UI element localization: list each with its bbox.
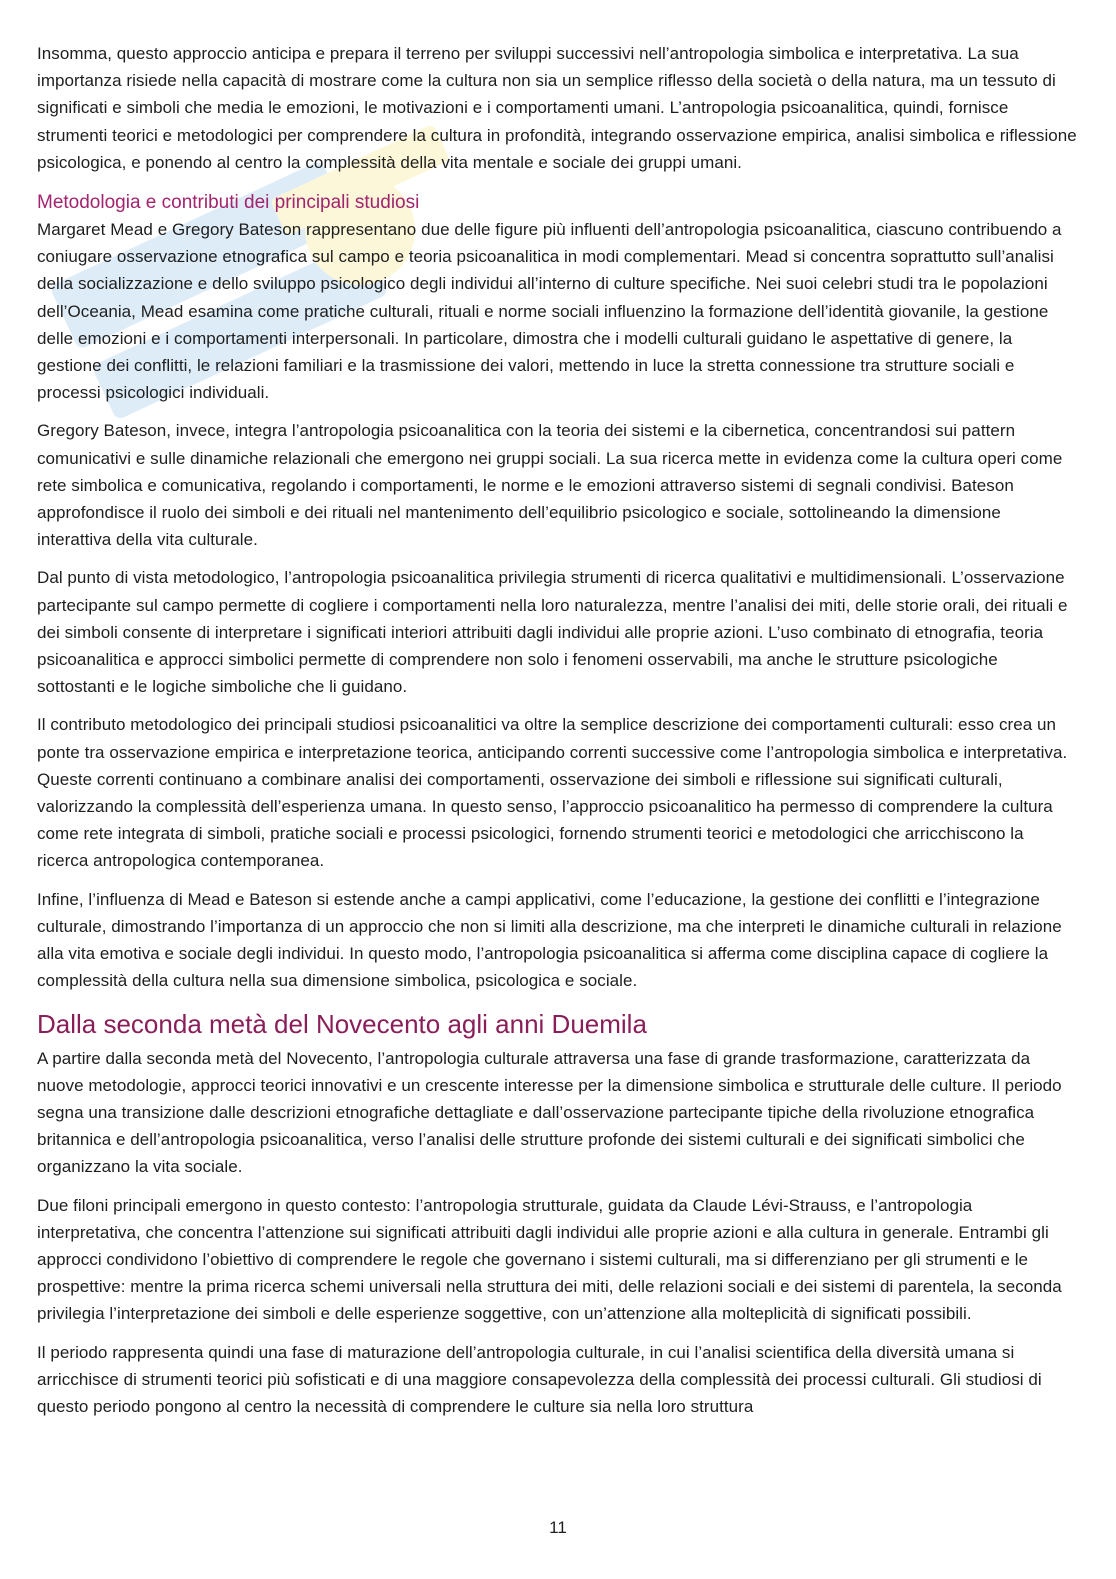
- paragraph: Insomma, questo approccio anticipa e prepara il terreno per sviluppi successivi nell’antropologia simbolica e interpretativa. La sua importanza risiede nella capacità di mostrare come la cultura non sia un semplice riflesso della società o della natura, ma un tessuto di significati e simboli che media le emozioni, le motivazioni e i comportamenti umani. L’antropologia psicoanalitica, quindi, fornisce strumenti teorici e metodologici per comprendere la cultura in profondità, integrando osservazione empirica, analisi simbolica e riflessione psicologica, e ponendo al centro la complessità della vita mentale e sociale dei gruppi umani.: [37, 44, 1077, 172]
- paragraph: Gregory Bateson, invece, integra l’antropologia psicoanalitica con la teoria dei sistemi e la cibernetica, concentrandosi sui pattern comunicativi e sulle dinamiche relazionali che emergono nei gruppi sociali. La sua ricerca mette in evidenza come la cultura operi come rete simbolica e comunicativa, regolando i comportamenti, le norme e le emozioni attraverso sistemi di segnali condivisi. Bateson approfondisce il ruolo dei simboli e dei rituali nel mantenimento dell’equilibrio psicologico e sociale, sottolineando la dimensione interattiva della vita culturale.: [37, 421, 1063, 550]
- intro-section: [37, 40, 1079, 176]
- page-number: 11: [549, 1518, 567, 1537]
- section-heading: Dalla seconda metà del Novecento agli anni Duemila: [37, 1008, 647, 1039]
- paragraph: Il contributo metodologico dei principali studiosi psicoanalitici va oltre la semplice descrizione dei comportamenti culturali: esso crea un ponte tra osservazione empirica e interpretazione teorica, anticipando correnti successive come l’antropologia simbolica e interpretativa. Queste correnti continuano a combinare analisi dei comportamenti, osservazione dei simboli e riflessione sui significati culturali, valorizzando la complessità dell’esperienza umana. In questo senso, l’approccio psicoanalitico ha permesso di comprendere la cultura come rete integrata di simboli, pratiche sociali e processi psicologici, fornendo strumenti teorici e metodologici che arricchiscono la ricerca antropologica contemporanea.: [37, 715, 1068, 871]
- paragraph: Il periodo rappresenta quindi una fase di maturazione dell’antropologia culturale, in cui l’analisi scientifica della diversità umana si arricchisce di strumenti teorici più sofisticati e di una maggiore consapevolezza della complessità dei processi culturali. Gli studiosi di questo periodo pongono al centro la necessità di comprendere le culture sia nella loro struttura: [37, 1342, 1042, 1416]
- paragraph: A partire dalla seconda metà del Novecento, l’antropologia culturale attraversa una fase di grande trasformazione, caratterizzata da nuove metodologie, approcci teorici innovativi e un crescente interesse per la dimensione simbolica e strutturale delle culture. Il periodo segna una transizione dalle descrizioni etnografiche dettagliate e dall’osservazione partecipante tipiche della rivoluzione etnografica britannica e dell’antropologia psicoanalitica, verso l’analisi delle strutture profonde dei sistemi culturali e dei significati simbolici che organizzano la vita sociale.: [37, 1048, 1062, 1177]
- paragraph: Due filoni principali emergono in questo contesto: l’antropologia strutturale, guidata da Claude Lévi-Strauss, e l’antropologia interpretativa, che concentra l’attenzione sui significati attribuiti dagli individui alle proprie azioni e alla cultura in generale. Entrambi gli approcci condividono l’obiettivo di comprendere le regole che governano i sistemi culturali, ma si differenziano per gli strumenti e le prospettive: mentre la prima ricerca schemi universali nella struttura dei miti, delle relazioni sociali e dei sistemi di parentela, la seconda privilegia l’interpretazione dei simboli e delle esperienze soggettive, con un’attenzione alla molteplicità di significati possibili.: [37, 1195, 1062, 1324]
- section-subheading: Metodologia e contributi dei principali studiosi: [37, 192, 420, 214]
- document-page: [37, 40, 1079, 1431]
- paragraph: Margaret Mead e Gregory Bateson rappresentano due delle figure più influenti dell’antropologia psicoanalitica, ciascuno contribuendo a coniugare osservazione etnografica sul campo e teoria psicoanalitica in modi complementari. Mead si concentra soprattutto sull’analisi della socializzazione e dello sviluppo psicologico degli individui all’interno di culture specifiche. Nei suoi celebri studi tra le popolazioni dell’Oceania, Mead esamina come pratiche culturali, rituali e norme sociali influenzino la formazione dell’identità giovanile, la gestione delle emozioni e i comportamenti interpersonali. In particolare, dimostra che i modelli culturali guidano le aspettative di genere, la gestione dei conflitti, le relazioni familiari e la trasmissione dei valori, mettendo in luce la stretta connessione tra strutture sociali e processi psicologici individuali.: [37, 220, 1062, 403]
- section-second-half-century: [37, 1006, 1079, 1421]
- section-methodology: [37, 190, 1079, 994]
- paragraph: Infine, l’influenza di Mead e Bateson si estende anche a campi applicativi, come l’educazione, la gestione dei conflitti e l’integrazione culturale, dimostrando l’importanza di un approccio che non si limiti alla descrizione, ma che interpreti le dinamiche culturali in relazione alla vita emotiva e sociale degli individui. In questo modo, l’antropologia psicoanalitica si afferma come disciplina capace di cogliere la complessità della cultura nella sua dimensione simbolica, psicologica e sociale.: [37, 889, 1062, 991]
- paragraph: Dal punto di vista metodologico, l’antropologia psicoanalitica privilegia strumenti di ricerca qualitativi e multidimensionali. L’osservazione partecipante sul campo permette di cogliere i comportamenti nella loro naturalezza, mentre l’analisi dei miti, delle storie orali, dei rituali e dei simboli consente di interpretare i significati interiori attribuiti dagli individui alle proprie azioni. L’uso combinato di etnografia, teoria psicoanalitica e approcci simbolici permette di comprendere non solo i fenomeni osservabili, ma anche le strutture psicologiche sottostanti e le logiche simboliche che li guidano.: [37, 568, 1068, 697]
